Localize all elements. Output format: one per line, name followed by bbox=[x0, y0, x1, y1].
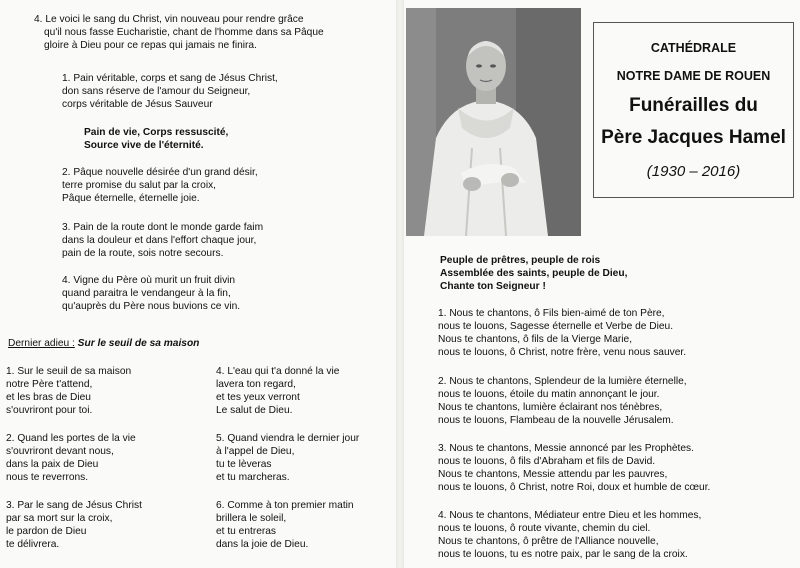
right-stanza-4 bbox=[438, 509, 701, 561]
text-line: 3. Pain de la route dont le monde garde faim bbox=[62, 222, 264, 233]
text-line: s'ouvriront pour toi. bbox=[6, 405, 93, 416]
text-line: qu'il nous fasse Eucharistie, chant de l'homme dans sa Pâque bbox=[44, 27, 324, 38]
farewell-stanza-2 bbox=[6, 432, 136, 484]
text-line: Nous te chantons, Messie attendu par les pauvres, bbox=[438, 469, 668, 480]
text-line: et tu marcheras. bbox=[216, 472, 290, 483]
text-line: 4. L'eau qui t'a donné la vie bbox=[216, 366, 340, 377]
text-line: nous te louons, ô Christ, notre Roi, doux et humble de cœur. bbox=[438, 482, 711, 493]
farewell-label: Dernier adieu : bbox=[8, 338, 75, 349]
text-line: tu te lèveras bbox=[216, 459, 272, 470]
cathedral-label: CATHÉDRALE bbox=[650, 41, 737, 55]
text-line: Pâque éternelle, éternelle joie. bbox=[62, 193, 200, 204]
text-line: nous te reverrons. bbox=[6, 472, 89, 483]
text-line: 1. Sur le seuil de sa maison bbox=[6, 366, 132, 377]
text-line: Pain de vie, Corps ressuscité, bbox=[84, 127, 229, 138]
text-line: notre Père t'attend, bbox=[6, 379, 93, 390]
text-line: 1. Pain véritable, corps et sang de Jésus Christ, bbox=[62, 73, 278, 84]
text-line: 2. Nous te chantons, Splendeur de la lumière éternelle, bbox=[438, 376, 687, 387]
life-dates: (1930 – 2016) bbox=[646, 163, 741, 180]
text-line: 2. Quand les portes de la vie bbox=[6, 433, 136, 444]
hymn-stanza-1 bbox=[62, 72, 278, 111]
text-line: Source vive de l'éternité. bbox=[84, 140, 204, 151]
text-line: qu'auprès du Père nous buvions ce vin. bbox=[62, 301, 241, 312]
text-line: dans la joie de Dieu. bbox=[216, 539, 309, 550]
farewell-heading bbox=[8, 337, 199, 350]
right-refrain bbox=[440, 254, 627, 293]
text-line: nous te louons, Sagesse éternelle et Verbe de Dieu. bbox=[438, 321, 674, 332]
right-stanza-1 bbox=[438, 307, 686, 359]
hymn-stanza-4 bbox=[62, 274, 240, 313]
text-line: par sa mort sur la croix, bbox=[6, 513, 113, 524]
text-line: nous te louons, ô route vivante, chemin du ciel. bbox=[438, 523, 651, 534]
farewell-stanza-5 bbox=[216, 432, 359, 484]
farewell-stanza-1 bbox=[6, 365, 131, 417]
hymn-refrain bbox=[84, 126, 228, 152]
text-line: nous te louons, Flambeau de la nouvelle Jérusalem. bbox=[438, 415, 674, 426]
text-line: nous te louons, ô fils d'Abraham et fils de David. bbox=[438, 456, 656, 467]
text-line: 3. Nous te chantons, Messie annoncé par les Prophètes. bbox=[438, 443, 694, 454]
text-line: le pardon de Dieu bbox=[6, 526, 87, 537]
text-line: Nous te chantons, ô prêtre de l'Alliance nouvelle, bbox=[438, 536, 659, 547]
text-line: corps véritable de Jésus Sauveur bbox=[62, 99, 213, 110]
text-line: lavera ton regard, bbox=[216, 379, 296, 390]
farewell-stanza-6 bbox=[216, 499, 354, 551]
priest-photo bbox=[406, 8, 581, 236]
text-line: et tu entreras bbox=[216, 526, 277, 537]
text-line: Peuple de prêtres, peuple de rois bbox=[440, 255, 601, 266]
text-line: à l'appel de Dieu, bbox=[216, 446, 295, 457]
text-line: Le salut de Dieu. bbox=[216, 405, 293, 416]
text-line: dans la douleur et dans l'effort chaque jour, bbox=[62, 235, 257, 246]
page-fold bbox=[396, 0, 404, 568]
text-line: nous te louons, étoile du matin annonçant le jour. bbox=[438, 389, 660, 400]
right-stanza-3 bbox=[438, 442, 710, 494]
text-line: 1. Nous te chantons, ô Fils bien-aimé de ton Père, bbox=[438, 308, 665, 319]
text-line: pain de la route, sois notre secours. bbox=[62, 248, 224, 259]
farewell-stanza-3 bbox=[6, 499, 142, 551]
text-line: gloire à Dieu pour ce repas qui jamais ne finira. bbox=[44, 40, 257, 51]
text-line: 4. Le voici le sang du Christ, vin nouveau pour rendre grâce bbox=[34, 14, 304, 25]
text-line: terre promise du salut par la croix, bbox=[62, 180, 217, 191]
text-line: Nous te chantons, lumière éclairant nos ténèbres, bbox=[438, 402, 663, 413]
text-line: 5. Quand viendra le dernier jour bbox=[216, 433, 360, 444]
text-line: dans la paix de Dieu bbox=[6, 459, 99, 470]
text-line: 3. Par le sang de Jésus Christ bbox=[6, 500, 142, 511]
deceased-name: Père Jacques Hamel bbox=[601, 127, 786, 148]
text-line: nous te louons, ô Christ, notre frère, venu nous sauver. bbox=[438, 347, 687, 358]
hymn-stanza-3 bbox=[62, 221, 263, 260]
farewell-stanza-4 bbox=[216, 365, 339, 417]
text-line: Assemblée des saints, peuple de Dieu, bbox=[440, 268, 628, 279]
text-line: nous te louons, tu es notre paix, par le sang de la croix. bbox=[438, 549, 688, 560]
text-line: Chante ton Seigneur ! bbox=[440, 281, 546, 292]
text-line: 2. Pâque nouvelle désirée d'un grand désir, bbox=[62, 167, 258, 178]
text-line: et tes yeux verront bbox=[216, 392, 300, 403]
text-line: 4. Vigne du Père où murit un fruit divin bbox=[62, 275, 236, 286]
page-title: Funérailles du bbox=[629, 95, 758, 116]
title-box bbox=[593, 22, 794, 198]
stanza-4-intro bbox=[34, 13, 324, 52]
text-line: 4. Nous te chantons, Médiateur entre Dieu et les hommes, bbox=[438, 510, 702, 521]
cathedral-name: NOTRE DAME DE ROUEN bbox=[616, 69, 771, 83]
text-line: s'ouvriront devant nous, bbox=[6, 446, 114, 457]
hymn-stanza-2 bbox=[62, 166, 258, 205]
priest-photo-illustration bbox=[406, 8, 581, 236]
text-line: 6. Comme à ton premier matin bbox=[216, 500, 354, 511]
text-line: brillera le soleil, bbox=[216, 513, 287, 524]
text-line: et les bras de Dieu bbox=[6, 392, 91, 403]
text-line: quand paraitra le vendangeur à la fin, bbox=[62, 288, 231, 299]
farewell-title: Sur le seuil de sa maison bbox=[77, 338, 200, 349]
text-line: Nous te chantons, ô fils de la Vierge Marie, bbox=[438, 334, 633, 345]
text-line: don sans réserve de l'amour du Seigneur, bbox=[62, 86, 251, 97]
text-line: te délivrera. bbox=[6, 539, 60, 550]
right-stanza-2 bbox=[438, 375, 687, 427]
